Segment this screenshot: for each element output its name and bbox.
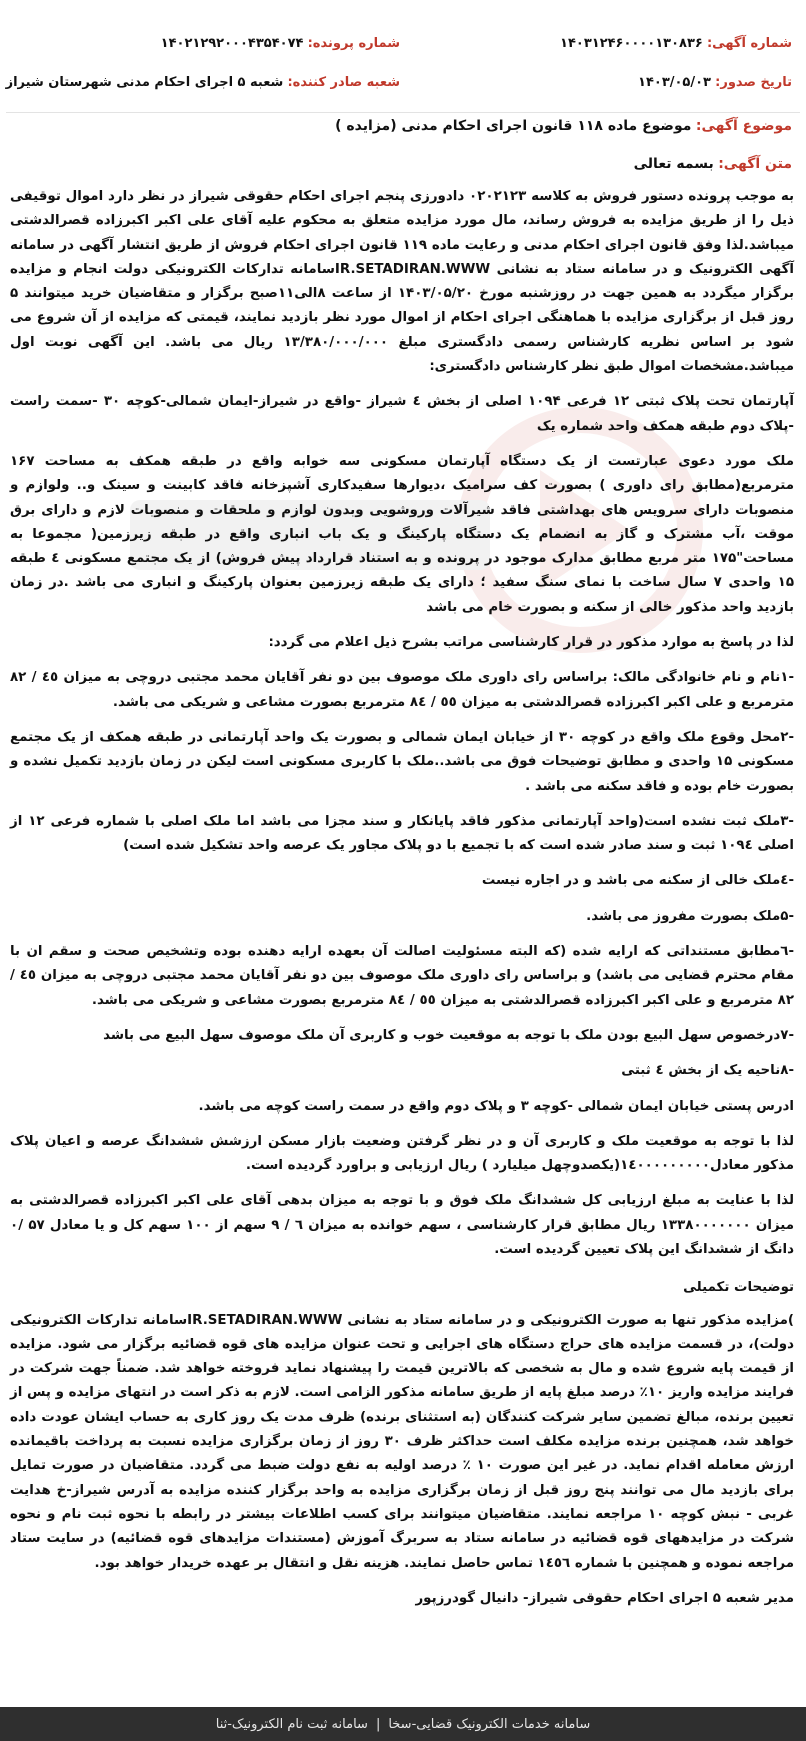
ad-body: [10, 185, 794, 1622]
paragraph-item-7: -۷درخصوص سهل البیع بودن ملک با توجه به موقعیت خوب و کاربری آن ملک موصوف سهل البیع می باشد: [103, 1027, 794, 1043]
issuer-label: شعبه صادر کننده:: [287, 75, 400, 90]
paragraph-item-4: -٤ملک خالی از سکنه می باشد و در اجاره نیست: [481, 873, 794, 889]
issuer: [6, 75, 400, 90]
subject-value: موضوع ماده ۱۱۸ قانون اجرای احکام مدنی (مزایده ): [335, 118, 692, 134]
case-number-label: شماره پرونده:: [307, 36, 400, 51]
signature: مدیر شعبه ۵ اجرای احکام حقوقی شیراز- دانیال گودرزپور: [415, 1590, 794, 1606]
ad-number: [560, 36, 792, 51]
footer-link-sakha[interactable]: سامانه خدمات الکترونیک قضایی-سخا: [388, 1716, 591, 1732]
supplementary-heading: توضیحات تکمیلی: [683, 1280, 794, 1296]
paragraph-address: ادرس پستی خیابان ایمان شمالی -کوچه ۳ و پلاک دوم واقع در سمت راست کوچه می باشد.: [198, 1098, 794, 1114]
paragraph-item-3: -۳ملک ثبت نشده است(واحد آپارتمانی مذکور فاقد پایانکار و سند مجزا می باشد اما ملک اصلی با شماره فرعی ۱۲ از اصلی ۱۰۹٤ ثبت و سند صادر شده است که با تجمیع با دو پلاک مجاور یک عرصه واحد تشکیل شده است): [10, 813, 794, 854]
paragraph-description: ملک مورد دعوی عبارتست از یک دستگاه آپارتمان مسکونی سه خوابه واقع در طبقه همکف به مساحت ۱۶۷ مترمربع(مطابق رای داوری ) بصورت کف سرامیک ،دیوارها سفیدکاری آشپزخانه فاقد کابینت و سینک و.. ولوازم و منصوبات دارای سرویس های بهداشتی فاقد شیرآلات وروشویی وبدون لوازم و ملحقات و منصوبات لازم و دارای برق موقت ،آب مشترک و گاز به انضمام یک دستگاه پارکینگ و یک باب انباری واقع در طبقه زیرزمین( مجموعا به مساحت"۱۷۵ متر مربع مطابق مدارک موجود در پرونده و به استناد قرارداد پیش فروش) از یک مجتمع مسکونی ٤ طبقه ۱۵ واحدی ۷ سال ساخت با نمای سنگ سفید ؛ دارای یک طبقه زیرزمین بعنوان پارکینگ و انباری می باشد .در زمان بازدید واحد مذکور خالی از سکنه و بصورت خام می باشد: [10, 453, 795, 615]
paragraph-property-id: آپارتمان تحت پلاک ثبتی ۱۲ فرعی ۱۰۹۴ اصلی از بخش ٤ شیراز -واقع در شیراز-ایمان شمالی-کوچه ۳۰ -سمت راست -پلاک دوم طبقه همکف واحد شماره یک: [10, 394, 794, 434]
paragraph-item-6: -٦مطابق مستنداتی که ارایه شده (که البته مسئولیت اصالت آن بعهده ارایه دهنده بوده وتشخیص صحت و سقم ان با مقام محترم قضایی می باشد) و براساس رای داوری ملک موصوف بین دو نفر آقایان محمد مجتبی دروچی به میزان ٤٥ / ۸۲ مترمربع و علی اکبر اکبرزاده قصرالدشتی به میزان ٥٥ / ۸٤ مترمربع بصورت مشاعی و شریکی می باشد.: [10, 944, 794, 1008]
paragraph-valuation: لذا با توجه به موقعیت ملک و کاربری آن و در نظر گرفتن وضعیت بازار مسکن ارزشش ششدانگ عرصه و اعیان پلاک مذکور معادل۱٤۰۰۰۰۰۰۰۰۰(یکصدوچهل میلیارد ) ریال ارزیابی و براورد گردیده است.: [10, 1133, 794, 1174]
ad-number-value: ۱۴۰۳۱۲۴۶۰۰۰۰۱۳۰۸۳۶: [560, 36, 703, 51]
paragraph-item-5: -۵ملک بصورت مفروز می باشد.: [586, 908, 794, 924]
issuer-value: شعبه ۵ اجرای احکام مدنی شهرستان شیراز: [5, 75, 284, 90]
ad-body-intro: [634, 156, 792, 172]
footer-divider: |: [375, 1716, 381, 1732]
paragraph-item-8: -۸ناحیه یک از بخش ٤ ثبتی: [621, 1063, 794, 1079]
issue-date-value: ۱۴۰۳/۰۵/۰۳: [638, 75, 711, 90]
header-divider: [6, 112, 800, 113]
issue-date: [638, 75, 792, 90]
body-label: متن آگهی:: [718, 156, 792, 172]
body-intro-value: بسمه تعالی: [633, 156, 714, 172]
supplementary-text: )مزایده مذکور تنها به صورت الکترونیکی و در سامانه ستاد به نشانی IR.SETADIRAN.WWWسامانه تدارکات الکترونیکی دولت)، در قسمت مزایده های حراج دستگاه های اجرایی و تحت عنوان مزایده های قوه قضائیه برگزار می شود. مزایده از قیمت پایه شروع شده و مال به شخصی که بالاترین قیمت را پیشنهاد نماید فروخته خواهد شد. ضمناً جهت شرکت در فرایند مزایده واریز ۱۰٪ درصد مبلغ پایه از طریق سامانه مذکور الزامی است. لازم به ذکر است در انتهای مزایده و پس از تعیین برنده، مبالغ تضمین سایر شرکت کنندگان (به استثنای برنده) ظرف مدت یک روز کاری به حساب ایشان عودت داده خواهد شد، همچنین برنده مزایده مکلف است حداکثر ظرف ۳۰ روز از زمان برگزاری مزایده نسبت به پرداخت باقیمانده ارزش معامله اقدام نماید. در غیر این صورت ۱۰ ٪ درصد اولیه به نفع دولت ضبط می گردد. متقاضیان در صورت تمایل برای بازدید مال می توانند پنج روز قبل از زمان برگزاری مزایده به واحد برگزار کننده مزایده به آدرس شیراز-خ هدایت غربی - نبش کوچه ۱۰ مراجعه نمایند. متقاضیان میتوانند برای کسب اطلاعات بیشتر در رابطه با نحوه ثبت نام و نحوه شرکت در مزایدههای قوه قضائیه در سامانه ستاد به سربرگ آموزش (مستندات مزایدهای قوه قضائیه) در سایت ستاد مراجعه نموده و همچنین با شماره ۱٤٥٦ تماس حاصل نمایند. هزینه نقل و انتقال بر عهده خریدار خواهد بود.: [10, 1312, 794, 1571]
case-number-value: ۱۴۰۲۱۲۹۲۰۰۰۴۳۵۴۰۷۴: [160, 36, 304, 51]
case-number: [161, 36, 400, 51]
footer-link-sana[interactable]: سامانه ثبت نام الکترونیک-ثنا: [215, 1716, 368, 1732]
subject-label: موضوع آگهی:: [695, 118, 792, 134]
footer-bar: [0, 1707, 806, 1741]
paragraph-share: لذا با عنایت به مبلغ ارزیابی کل ششدانگ ملک فوق و با توجه به میزان بدهی آقای علی اکبر اکبرزاده قصرالدشتی به میزان ۱۳۳۸۰۰۰۰۰۰۰ ریال مطابق قرار کارشناسی ، سهم خوانده به میزان ٦ / ۹ سهم از ۱۰۰ سهم کل و یا معادل ۵۷ /۰ دانگ از ششدانگ این پلاک تعیین گردیده است.: [10, 1193, 795, 1257]
paragraph-item-2: -۲محل وقوع ملک واقع در کوچه ۳۰ از خیابان ایمان شمالی و بصورت یک واحد آپارتمانی در طبقه همکف از یک مجتمع مسکونی ۱۵ واحدی و مطابق توضیحات فوق می باشد..ملک با کاربری مسکونی است لیکن در زمان بازدید تکمیل نشده و بصورت خام بوده و فاقد سکنه می باشد .: [10, 729, 794, 794]
paragraph-intro: به موجب پرونده دستور فروش به کلاسه ۰۲۰۲۱۲۳ دادورزی پنجم اجرای احکام حقوقی شیراز در نظر دارد اموال توقیفی ذیل را از طریق مزایده به فروش رساند، مال مورد مزایده متعلق به محکوم علیه آقای علی اکبر اکبرزاده قصرالدشتی میباشد.لذا وفق قانون اجرای احکام مدنی و رعایت ماده ۱۱۹ قانون اجرای احکام فروش از طریق انتشار آگهی در سامانه آگهی الکترونیک و در سامانه ستاد به نشانی IR.SETADIRAN.WWWسامانه تدارکات الکترونیکی دولت انجام و مزایده برگزار میگردد به همین جهت در روزشنبه مورخ ۱۴۰۳/۰۵/۲۰ از ساعت ۸الی۱۱صبح برگزار و متقاضیان خرید میتوانند ۵ روز قبل از برگزاری مزایده با هماهنگی اجرای احکام از اموال مورد نظر بازدید نمایند، قیمتی که مزایده از آن شروع می شود بر اساس نظریه کارشناس رسمی دادگستری مبلغ ۱۳/۳۸۰/۰۰۰/۰۰۰ ریال می باشد. این آگهی نوبت اول میباشد.مشخصات اموال طبق نظر کارشناس دادگستری:: [10, 189, 795, 375]
ad-subject: [335, 118, 792, 134]
issue-date-label: تاریخ صدور:: [715, 75, 792, 90]
paragraph-item-1: -۱نام و نام خانوادگی مالک: براساس رای داوری ملک موصوف بین دو نفر آقایان محمد مجتبی دروچی به میزان ٤٥ / ۸۲ مترمربع و علی اکبر اکبرزاده قصرالدشتی به میزان ٥٥ / ۸٤ مترمربع بصورت مشاعی و شریکی می باشد.: [10, 670, 794, 710]
paragraph-response: لذا در پاسخ به موارد مذکور در قرار کارشناسی مراتب بشرح ذیل اعلام می گردد:: [268, 635, 794, 651]
ad-number-label: شماره آگهی:: [706, 36, 792, 51]
